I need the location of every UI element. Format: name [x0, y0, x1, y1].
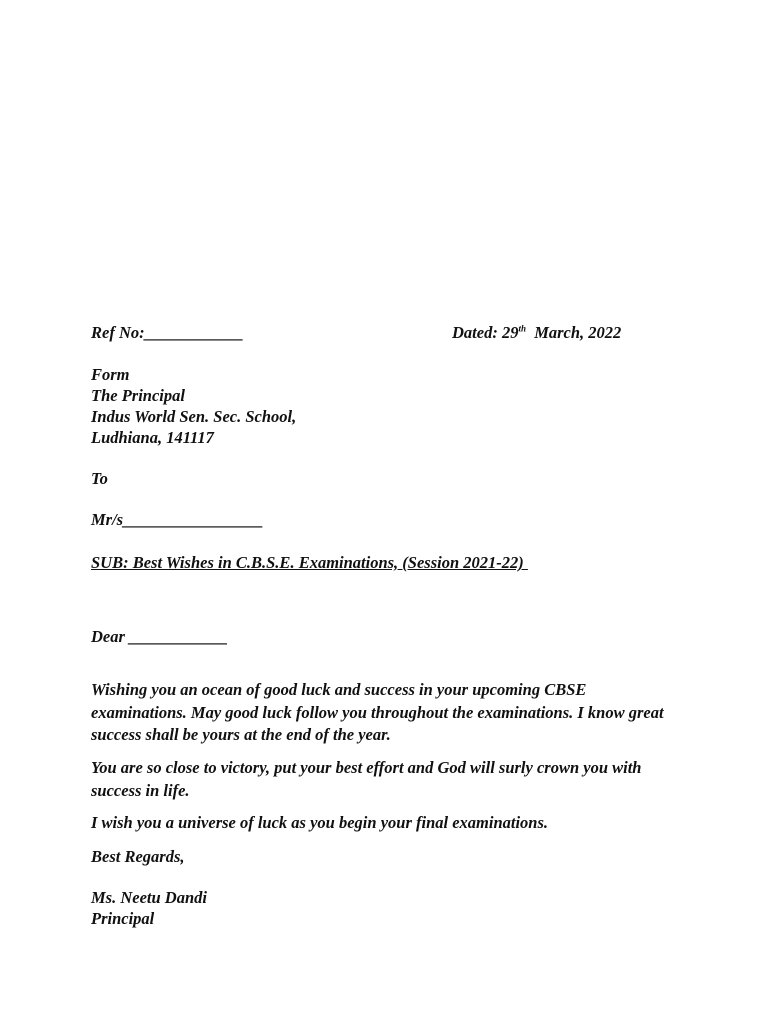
letter-date — [452, 322, 621, 343]
from-label: Form — [91, 365, 130, 384]
closing: Best Regards, — [91, 847, 185, 866]
date-month-year: March, 2022 — [525, 323, 622, 342]
body-paragraph-2: You are so close to victory, put your best effort and God will surly crown you with success in life. — [91, 758, 642, 800]
body-paragraph-3: I wish you a universe of luck as you begin your final examinations. — [91, 813, 549, 832]
from-line-2: Indus World Sen. Sec. School, — [91, 407, 297, 426]
to-label: To — [91, 469, 108, 488]
subject-line: SUB: Best Wishes in C.B.S.E. Examinations, (Session 2021-22) — [91, 553, 528, 572]
date-ordinal-suffix: th — [518, 323, 526, 334]
body-paragraph-1: Wishing you an ocean of good luck and success in your upcoming CBSE examinations. May good luck follow you throughout the examinations. I know great success shall be yours at the end of the year. — [91, 680, 664, 744]
from-line-1: The Principal — [91, 386, 185, 405]
from-line-3: Ludhiana, 141117 — [91, 428, 214, 447]
recipient-line: Mr/s_________________ — [91, 510, 264, 529]
salutation: Dear ____________ — [91, 627, 229, 646]
ref-no: Ref No:____________ — [91, 323, 244, 342]
signatory-title: Principal — [91, 909, 155, 928]
signatory-name: Ms. Neetu Dandi — [91, 888, 207, 907]
date-day: Dated: 29 — [452, 323, 519, 342]
